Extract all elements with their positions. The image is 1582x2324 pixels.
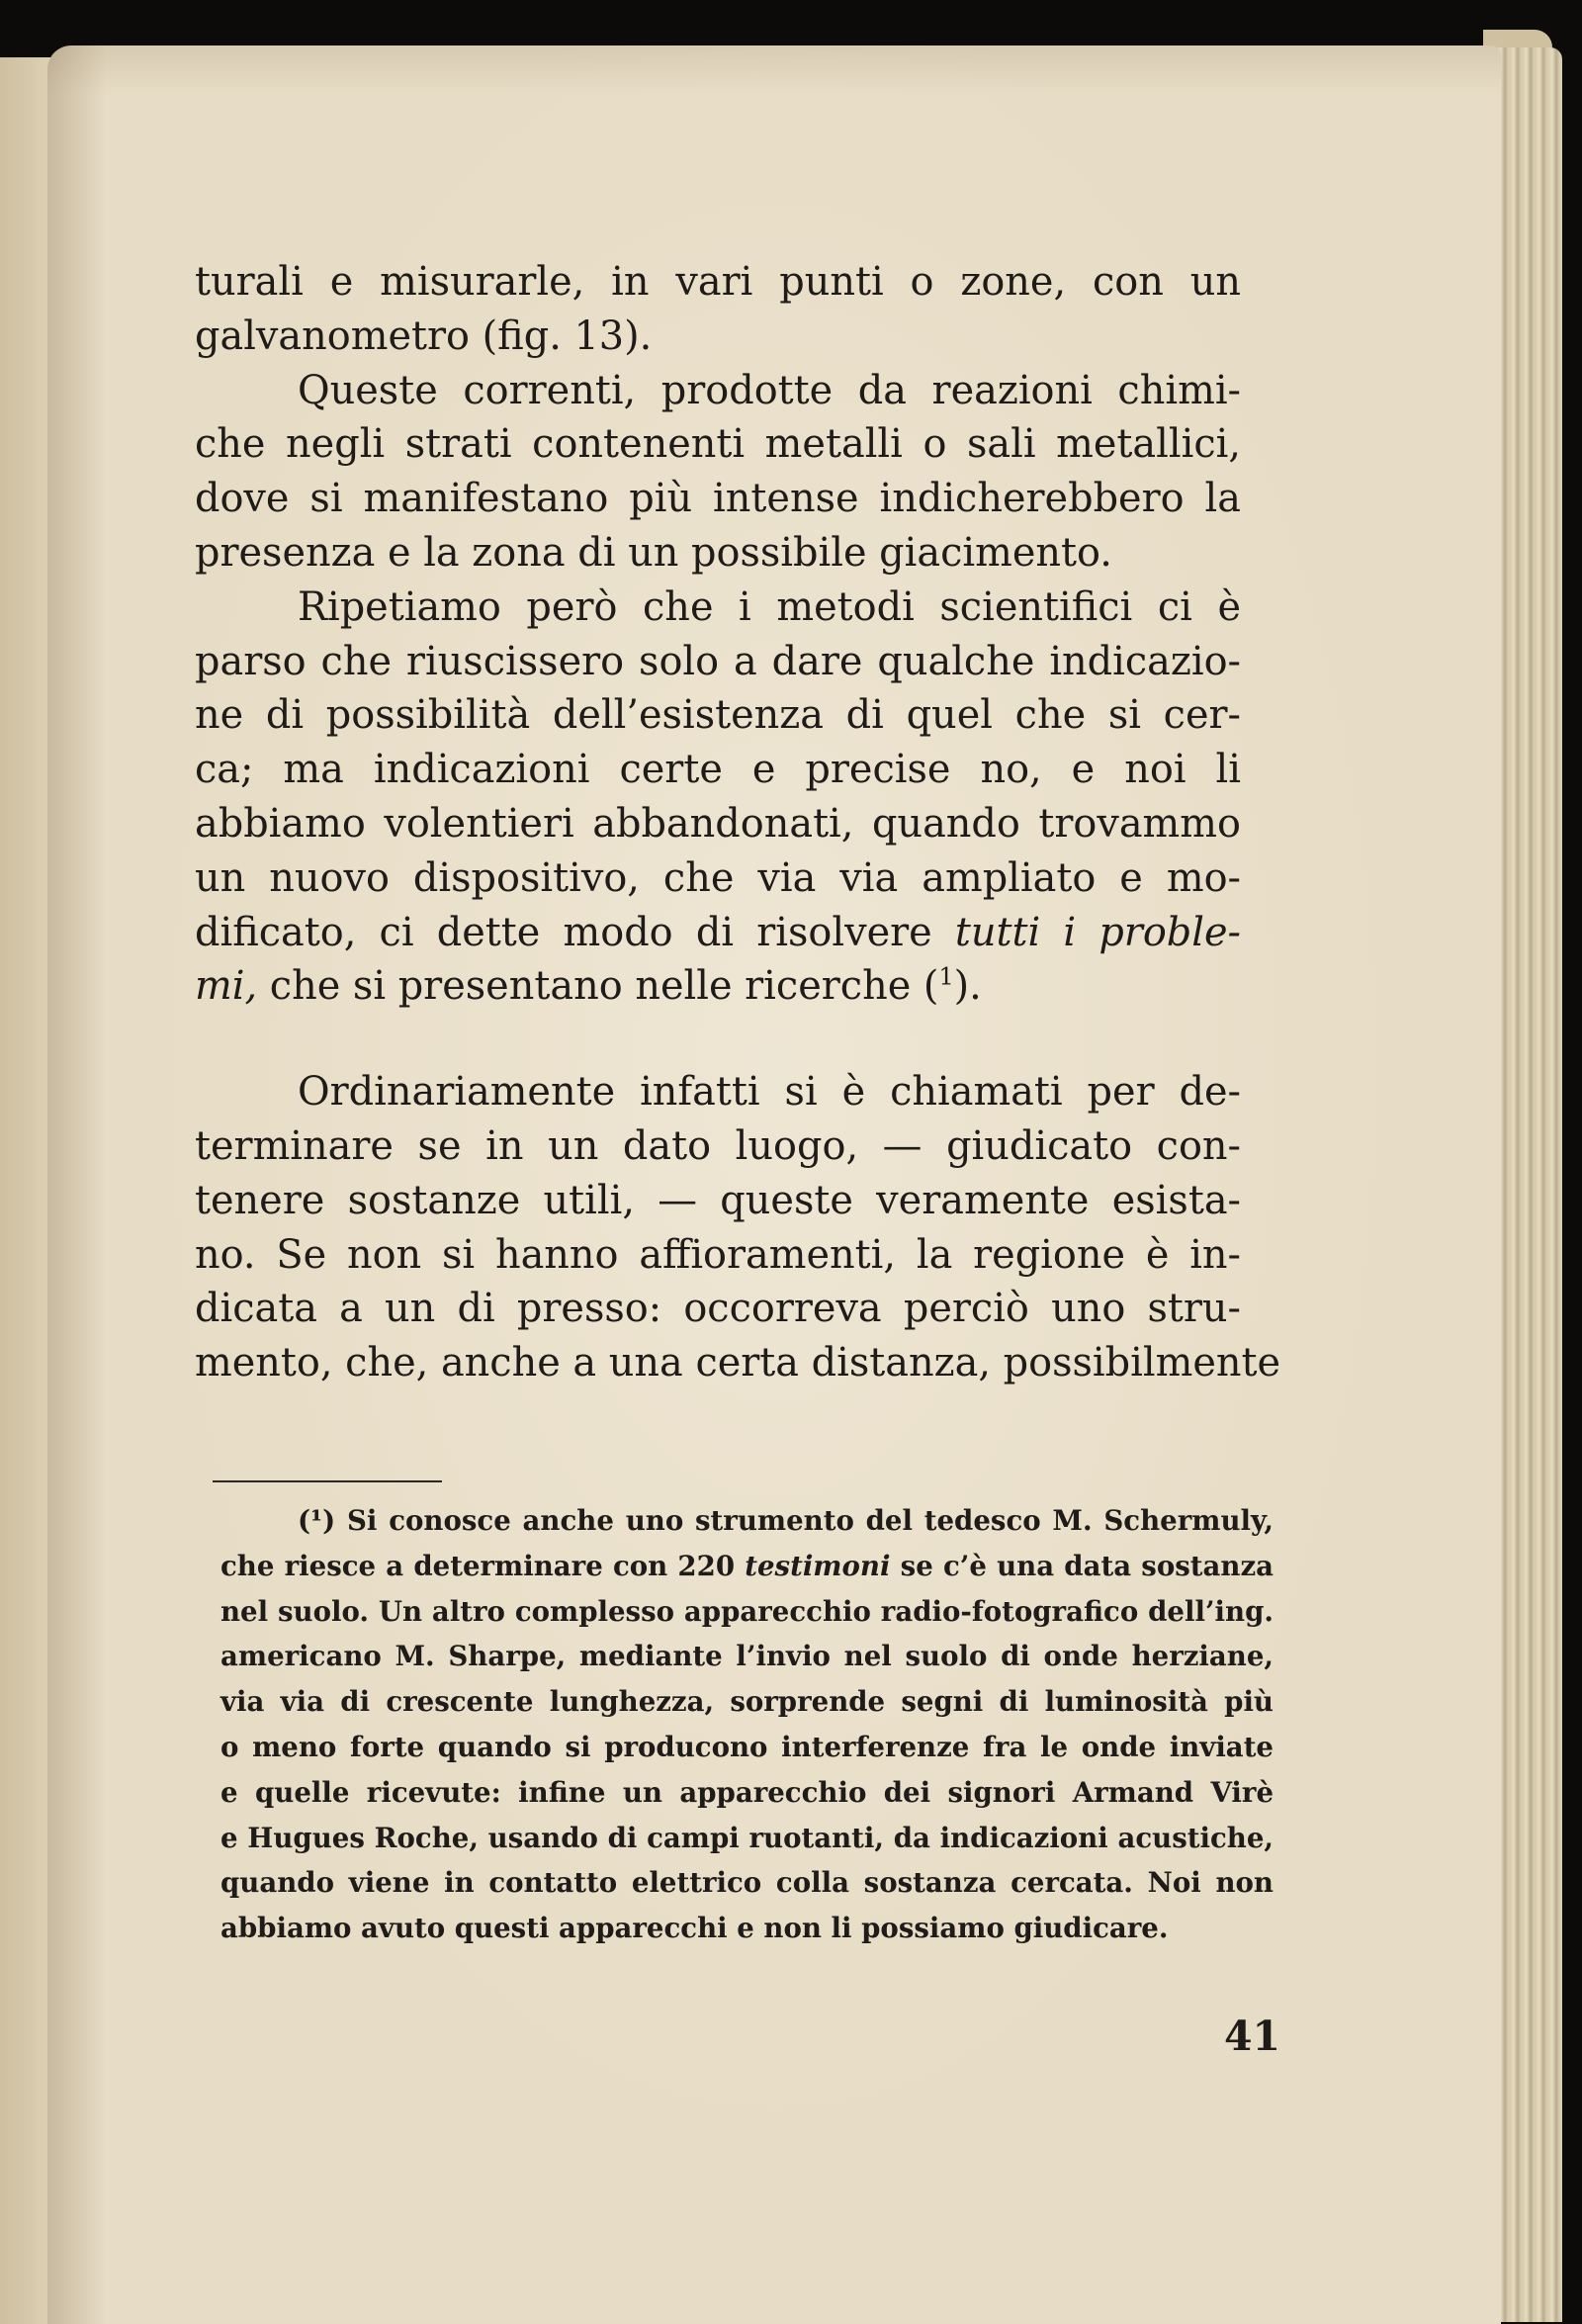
footnote-rule xyxy=(213,1480,442,1482)
text-line: Ordinariamente infatti si è chiamati per de- xyxy=(298,1069,1241,1116)
text-run: dificato, ci dette modo di risolvere xyxy=(195,909,932,955)
italic-run: tutti i proble- xyxy=(954,909,1241,955)
text-line: ne di possibilità dell’esistenza di quel che si cer- xyxy=(195,692,1241,739)
text-run: che si presentano nelle ricerche ( xyxy=(269,963,939,1010)
footnote-line: e Hugues Roche, usando di campi ruotanti, da indicazioni acustiche, xyxy=(220,1821,1274,1854)
text-run: che riesce a determinare con 220 xyxy=(220,1549,736,1582)
text-line: galvanometro (fig. 13). xyxy=(195,313,653,359)
body-text xyxy=(195,255,1281,1390)
footnote-line: nel suolo. Un altro complesso apparecchio radio-fotografico dell’ing. xyxy=(220,1594,1274,1628)
text-line: no. Se non si hanno affioramenti, la regione è in- xyxy=(195,1231,1241,1278)
text-line: ca; ma indicazioni certe e precise no, e noi li xyxy=(195,747,1241,793)
footnote-line: o meno forte quando si producono interferenze fra le onde inviate xyxy=(220,1730,1274,1763)
footnote-line: quando viene in contatto elettrico colla sostanza cercata. Noi non xyxy=(220,1866,1274,1900)
footnote-line xyxy=(220,1498,1274,1544)
text-line: tenere sostanze utili, — queste veramente esista- xyxy=(195,1177,1241,1223)
footnote xyxy=(220,1498,1274,1951)
text-line xyxy=(195,906,1241,960)
footnote-line: e quelle ricevute: infine un apparecchio dei signori Armand Virè xyxy=(220,1775,1274,1809)
footnote-reference: 1 xyxy=(938,963,954,992)
text-line: dove si manifestano più intense indicherebbero la xyxy=(195,476,1241,522)
text-run: ). xyxy=(953,963,982,1010)
text-line xyxy=(195,959,1241,1014)
page-number: 41 xyxy=(1223,2012,1280,2060)
italic-run: testimoni xyxy=(745,1549,891,1582)
text-line: abbiamo volentieri abbandonati, quando trovammo xyxy=(195,800,1241,847)
text-line: parso che riuscissero solo a dare qualche indicazio- xyxy=(195,638,1241,684)
footnote-line: abbiamo avuto questi apparecchi e non li possiamo giudicare. xyxy=(220,1912,1169,1945)
text-run: Si conosce anche uno strumento del tedesco M. Schermuly, xyxy=(347,1504,1274,1537)
text-line: un nuovo dispositivo, che via via ampliato e mo- xyxy=(195,854,1241,901)
italic-run: mi, xyxy=(195,963,258,1010)
text-line: che negli strati contenenti metalli o sali metallici, xyxy=(195,421,1241,468)
footnote-line xyxy=(220,1544,1274,1589)
text-line: Ripetiamo però che i metodi scientifici ci è xyxy=(298,583,1241,630)
text-line: terminare se in un dato luogo, — giudicato con- xyxy=(195,1122,1241,1169)
footnote-marker: (¹) xyxy=(298,1504,336,1537)
text-line: presenza e la zona di un possibile giacimento. xyxy=(195,529,1112,576)
footnote-line: via via di crescente lunghezza, sorprende segni di luminosità più xyxy=(220,1685,1274,1719)
text-line: mento, che, anche a una certa distanza, possibilmente xyxy=(195,1340,1281,1386)
text-line: dicata a un di presso: occorreva perciò uno stru- xyxy=(195,1286,1241,1332)
text-line: Queste correnti, prodotte da reazioni chimi- xyxy=(298,367,1241,413)
text-line: turali e misurarle, in vari punti o zone, con un xyxy=(195,259,1241,305)
footnote-line: americano M. Sharpe, mediante l’invio nel suolo di onde herziane, xyxy=(220,1640,1274,1673)
text-run: se c’è una data sostanza xyxy=(900,1549,1274,1582)
